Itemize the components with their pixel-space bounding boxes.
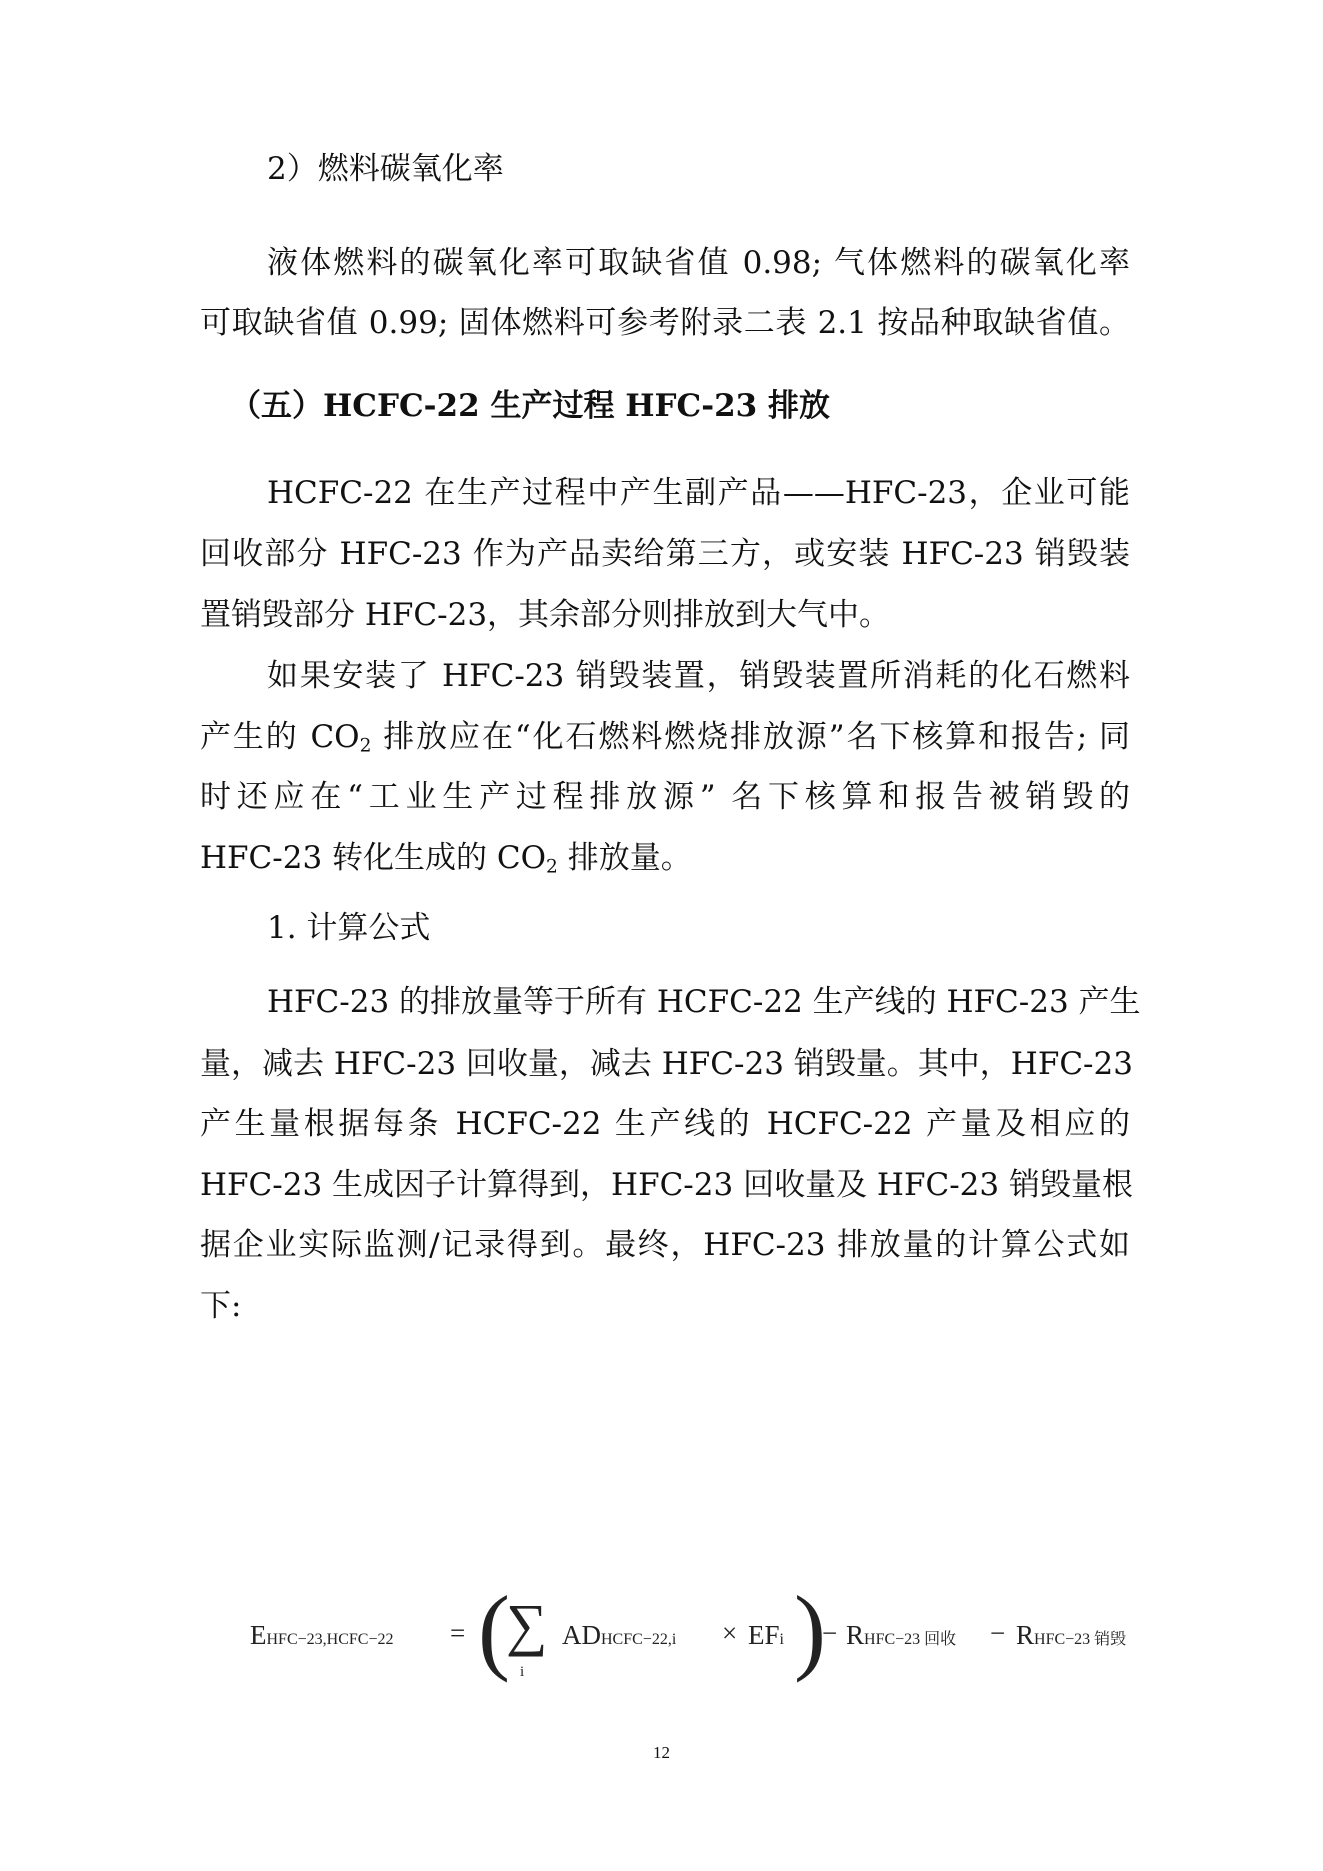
paragraph-oxidation-line-1: 液体燃料的碳氧化率可取缺省值 0.98; 气体燃料的碳氧化率	[267, 245, 1130, 281]
paragraph-intro-line-3: 置销毁部分 HFC-23，其余部分则排放到大气中。	[200, 597, 891, 633]
formula-times: ×	[722, 1618, 738, 1648]
subheading-formula: 1. 计算公式	[267, 910, 431, 946]
paragraph-destruction-line-4: HFC-23 转化生成的 $CO_2$ 排放量。	[200, 840, 692, 878]
paragraph-intro-line-1: HCFC-22 在生产过程中产生副产品——HFC-23，企业可能	[267, 475, 1130, 511]
formula-sigma-index: i	[520, 1664, 525, 1680]
formula-ad-term: ADHCFC−22,i	[562, 1620, 677, 1650]
paragraph-intro-line-2: 回收部分 HFC-23 作为产品卖给第三方，或安装 HFC-23 销毁装	[200, 536, 1130, 572]
formula-left-paren: (	[478, 1576, 510, 1683]
formula-right-paren: )	[794, 1576, 826, 1683]
paragraph-oxidation-line-2: 可取缺省值 0.99; 固体燃料可参考附录二表 2.1 按品种取缺省值。	[200, 305, 1130, 341]
paragraph-destruction-line-2: 产生的 $CO_2$ 排放应在“化石燃料燃烧排放源”名下核算和报告; 同	[200, 719, 1130, 757]
formula-sigma: ∑	[506, 1592, 548, 1657]
formula-e-term: EHFC−23,HCFC−22	[250, 1620, 394, 1650]
formula-r-destroyed: RHFC−23 销毁	[1016, 1620, 1127, 1650]
paragraph-formula-line-6: 下:	[200, 1288, 242, 1324]
page-number: 12	[653, 1743, 670, 1762]
paragraph-destruction-line-1: 如果安装了 HFC-23 销毁装置，销毁装置所消耗的化石燃料	[267, 658, 1130, 694]
paragraph-formula-line-2: 量，减去 HFC-23 回收量，减去 HFC-23 销毁量。其中，HFC-23	[200, 1046, 1133, 1082]
formula-minus-1: −	[822, 1618, 838, 1648]
section-title: （五）HCFC-22 生产过程 HFC-23 排放	[230, 388, 831, 424]
formula-minus-2: −	[990, 1618, 1006, 1648]
paragraph-formula-line-3: 产生量根据每条 HCFC-22 生产线的 HCFC-22 产量及相应的	[200, 1106, 1130, 1142]
emission-formula	[250, 1576, 1130, 1700]
formula-ef-term: EFi	[748, 1620, 784, 1650]
formula-equals: =	[450, 1618, 466, 1648]
paragraph-formula-line-4: HFC-23 生成因子计算得到，HFC-23 回收量及 HFC-23 销毁量根	[200, 1167, 1133, 1203]
subheading-fuel-oxidation-rate: 2）燃料碳氧化率	[267, 151, 504, 187]
formula-r-recovered: RHFC−23 回收	[846, 1620, 957, 1650]
paragraph-formula-line-5: 据企业实际监测/记录得到。最终，HFC-23 排放量的计算公式如	[200, 1227, 1130, 1263]
paragraph-formula-line-1: HFC-23 的排放量等于所有 HCFC-22 生产线的 HFC-23 产生	[267, 984, 1141, 1020]
paragraph-destruction-line-3: 时还应在“工业生产过程排放源” 名下核算和报告被销毁的	[200, 779, 1130, 815]
